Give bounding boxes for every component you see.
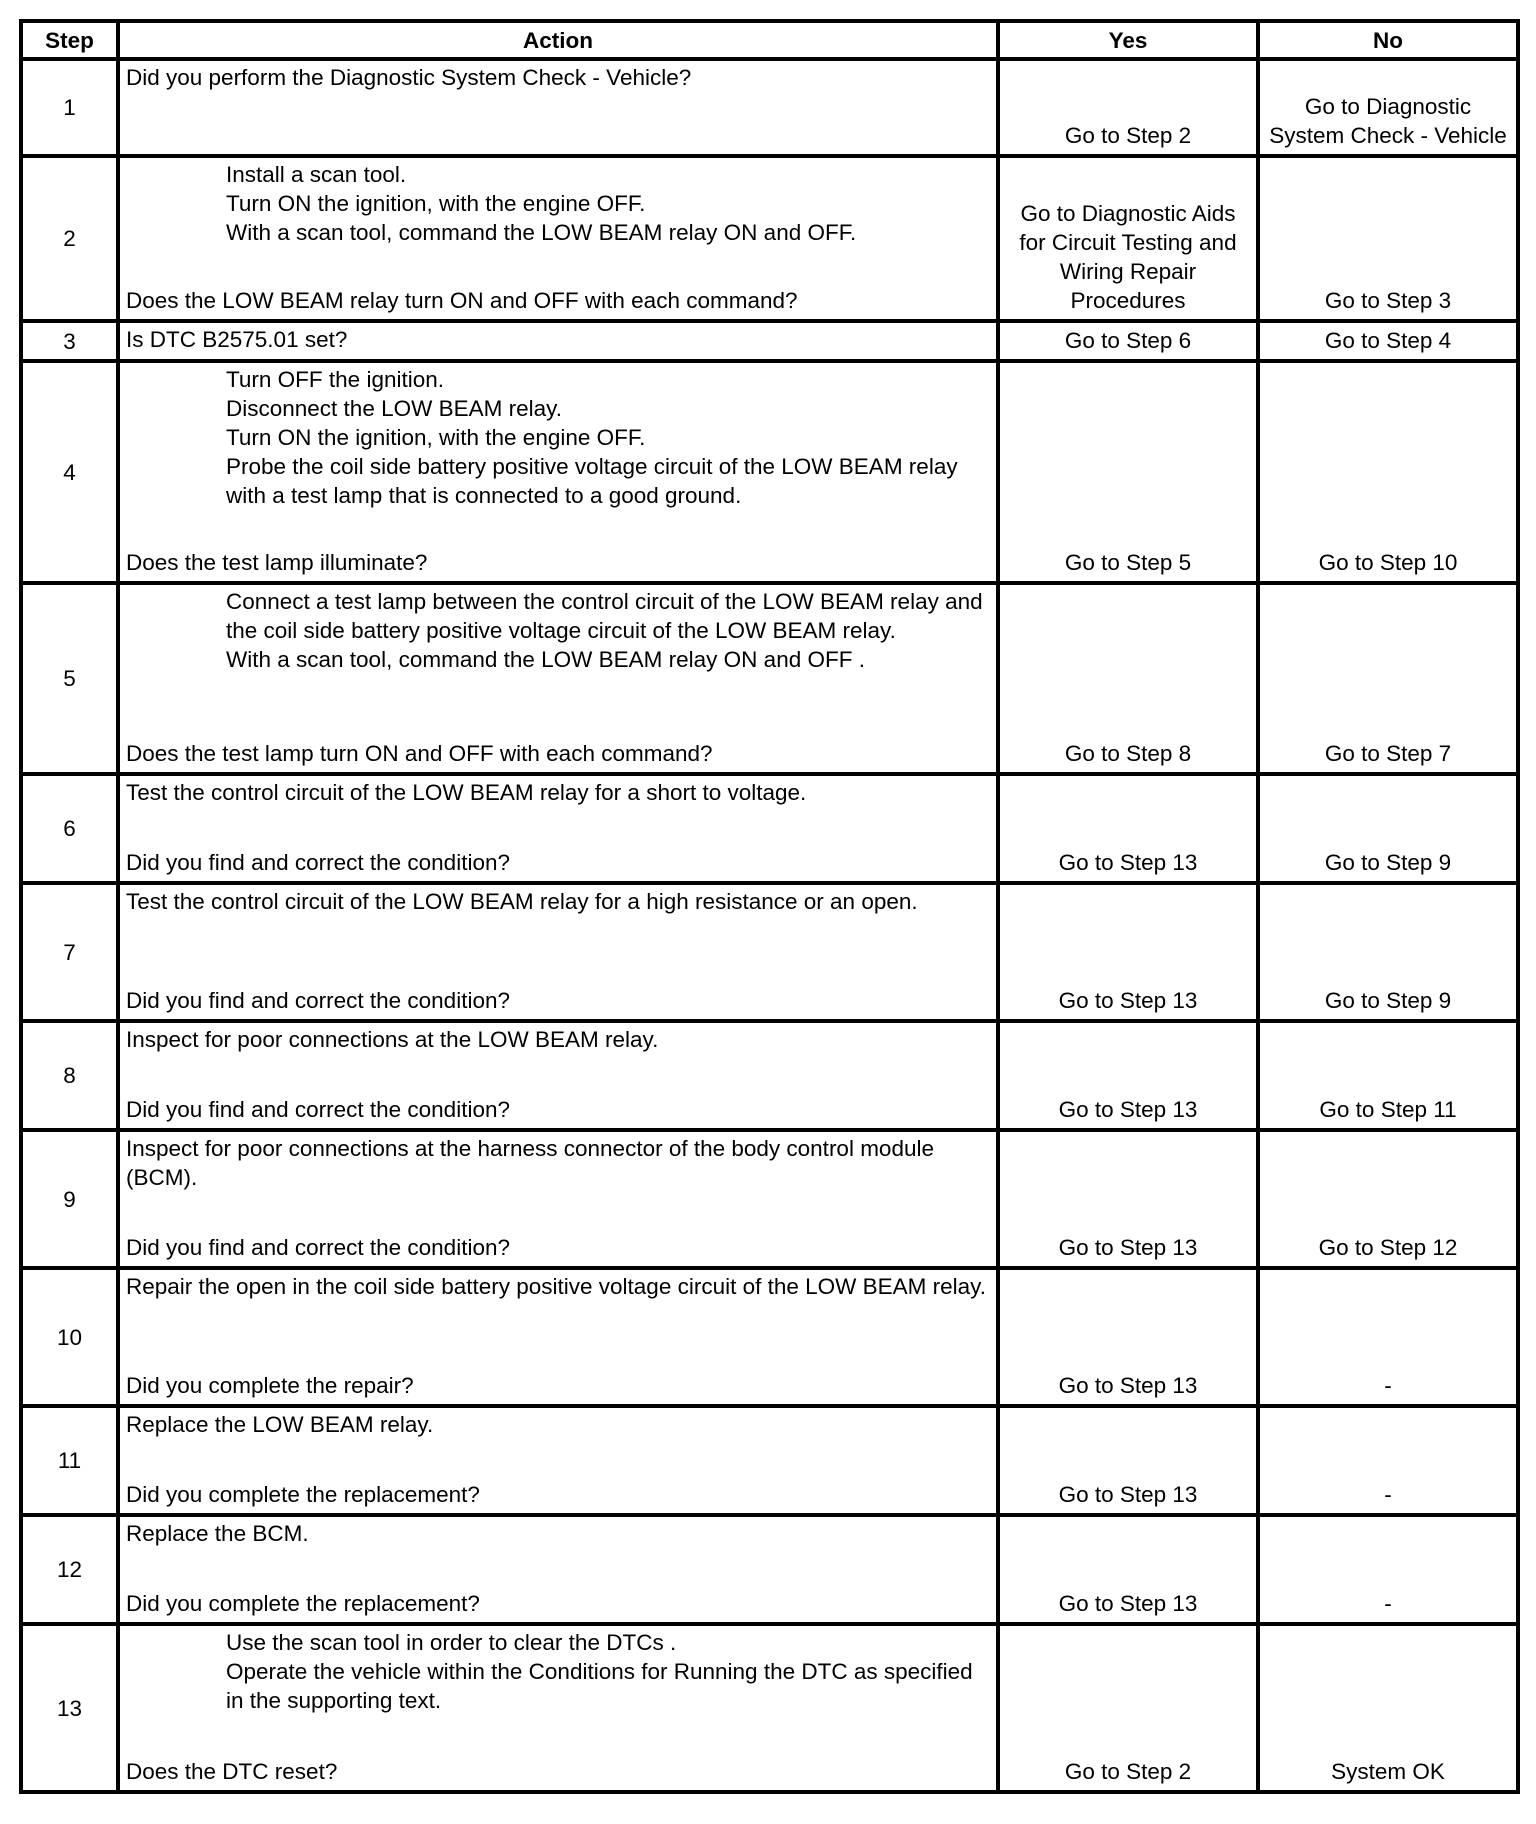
table-row: [21, 1268, 1518, 1406]
yes-result: Go to Step 13: [998, 883, 1258, 1021]
no-result: System OK: [1258, 1624, 1518, 1792]
header-action: Action: [118, 21, 998, 59]
action-question: Does the test lamp illuminate?: [126, 550, 428, 575]
table-row: [21, 1406, 1518, 1515]
action-cell: [118, 1624, 998, 1792]
table-row: [21, 321, 1518, 361]
no-result: -: [1258, 1268, 1518, 1406]
table-row: [21, 156, 1518, 321]
no-result: Go to Diagnostic System Check - Vehicle: [1258, 59, 1518, 156]
step-number: 2: [21, 156, 118, 321]
table-row: [21, 59, 1518, 156]
action-cell: [118, 774, 998, 883]
no-result: -: [1258, 1515, 1518, 1624]
action-text: Inspect for poor connections at the LOW BEAM relay.: [126, 1027, 659, 1052]
no-result: -: [1258, 1406, 1518, 1515]
action-cell: [118, 1268, 998, 1406]
action-cell: [118, 361, 998, 583]
table-row: [21, 583, 1518, 774]
action-step-line: Disconnect the LOW BEAM relay.: [226, 396, 562, 421]
action-question: Did you find and correct the condition?: [126, 1097, 510, 1122]
yes-result: Go to Diagnostic Aids for Circuit Testing and Wiring Repair Procedures: [998, 156, 1258, 321]
yes-result: Go to Step 2: [998, 59, 1258, 156]
no-result: Go to Step 3: [1258, 156, 1518, 321]
header-row: [21, 21, 1518, 59]
action-text: Test the control circuit of the LOW BEAM relay for a high resistance or an open.: [126, 889, 918, 914]
action-cell: [118, 321, 998, 361]
no-result: Go to Step 9: [1258, 883, 1518, 1021]
action-step-line: Probe the coil side battery positive voltage circuit of the LOW BEAM relay with a test lamp that is connected to a good ground.: [226, 454, 958, 508]
step-number: 3: [21, 321, 118, 361]
action-question: Did you complete the replacement?: [126, 1591, 480, 1616]
action-steps: [126, 365, 990, 510]
diagnostic-table: [19, 19, 1520, 1794]
action-text: Is DTC B2575.01 set?: [126, 327, 348, 352]
action-cell: [118, 883, 998, 1021]
action-text: Inspect for poor connections at the harness connector of the body control module (BCM).: [126, 1136, 934, 1190]
action-question: Did you find and correct the condition?: [126, 850, 510, 875]
table-row: [21, 361, 1518, 583]
action-question: Did you complete the replacement?: [126, 1482, 480, 1507]
step-number: 10: [21, 1268, 118, 1406]
table-row: [21, 1021, 1518, 1130]
yes-result: Go to Step 13: [998, 1515, 1258, 1624]
action-text: Test the control circuit of the LOW BEAM relay for a short to voltage.: [126, 780, 807, 805]
action-text: Replace the BCM.: [126, 1521, 309, 1546]
yes-result: Go to Step 6: [998, 321, 1258, 361]
action-step-line: Turn ON the ignition, with the engine OFF.: [226, 425, 646, 450]
action-text: Replace the LOW BEAM relay.: [126, 1412, 434, 1437]
yes-result: Go to Step 8: [998, 583, 1258, 774]
no-result: Go to Step 9: [1258, 774, 1518, 883]
step-number: 1: [21, 59, 118, 156]
action-question: Did you find and correct the condition?: [126, 988, 510, 1013]
table-row: [21, 1515, 1518, 1624]
action-cell: [118, 1130, 998, 1268]
step-number: 8: [21, 1021, 118, 1130]
no-result: Go to Step 4: [1258, 321, 1518, 361]
table-row: [21, 1130, 1518, 1268]
header-yes: Yes: [998, 21, 1258, 59]
table-row: [21, 883, 1518, 1021]
action-text: Did you perform the Diagnostic System Check - Vehicle?: [126, 65, 692, 90]
action-cell: [118, 583, 998, 774]
yes-result: Go to Step 13: [998, 774, 1258, 883]
yes-result: Go to Step 13: [998, 1130, 1258, 1268]
step-number: 5: [21, 583, 118, 774]
action-cell: [118, 1515, 998, 1624]
header-step: Step: [21, 21, 118, 59]
action-step-line: Turn ON the ignition, with the engine OFF.: [226, 191, 646, 216]
action-question: Does the DTC reset?: [126, 1759, 338, 1784]
step-number: 4: [21, 361, 118, 583]
action-cell: [118, 59, 998, 156]
yes-result: Go to Step 13: [998, 1406, 1258, 1515]
table-row: [21, 774, 1518, 883]
no-result: Go to Step 10: [1258, 361, 1518, 583]
no-result: Go to Step 11: [1258, 1021, 1518, 1130]
action-question: Did you complete the repair?: [126, 1373, 414, 1398]
action-steps: [126, 160, 990, 247]
yes-result: Go to Step 13: [998, 1021, 1258, 1130]
action-question: Did you find and correct the condition?: [126, 1235, 510, 1260]
step-number: 9: [21, 1130, 118, 1268]
action-cell: [118, 1406, 998, 1515]
action-step-line: Install a scan tool.: [226, 162, 407, 187]
action-step-line: Use the scan tool in order to clear the DTCs .: [226, 1630, 677, 1655]
action-question: Does the test lamp turn ON and OFF with each command?: [126, 741, 713, 766]
action-step-line: With a scan tool, command the LOW BEAM relay ON and OFF.: [226, 220, 857, 245]
table-row: [21, 1624, 1518, 1792]
action-cell: [118, 1021, 998, 1130]
action-step-line: Operate the vehicle within the Conditions for Running the DTC as specified in the supporting text.: [226, 1659, 973, 1713]
yes-result: Go to Step 5: [998, 361, 1258, 583]
action-steps: [126, 1628, 990, 1715]
yes-result: Go to Step 13: [998, 1268, 1258, 1406]
no-result: Go to Step 12: [1258, 1130, 1518, 1268]
no-result: Go to Step 7: [1258, 583, 1518, 774]
step-number: 12: [21, 1515, 118, 1624]
header-no: No: [1258, 21, 1518, 59]
action-text: Repair the open in the coil side battery positive voltage circuit of the LOW BEAM relay.: [126, 1274, 986, 1299]
action-question: Does the LOW BEAM relay turn ON and OFF with each command?: [126, 288, 798, 313]
action-steps: [126, 587, 990, 674]
step-number: 6: [21, 774, 118, 883]
action-step-line: Turn OFF the ignition.: [226, 367, 445, 392]
step-number: 13: [21, 1624, 118, 1792]
action-step-line: With a scan tool, command the LOW BEAM relay ON and OFF .: [226, 647, 865, 672]
step-number: 7: [21, 883, 118, 1021]
action-step-line: Connect a test lamp between the control circuit of the LOW BEAM relay and the coil side battery positive voltage circuit of the LOW BEAM relay.: [226, 589, 983, 643]
step-number: 11: [21, 1406, 118, 1515]
action-cell: [118, 156, 998, 321]
yes-result: Go to Step 2: [998, 1624, 1258, 1792]
